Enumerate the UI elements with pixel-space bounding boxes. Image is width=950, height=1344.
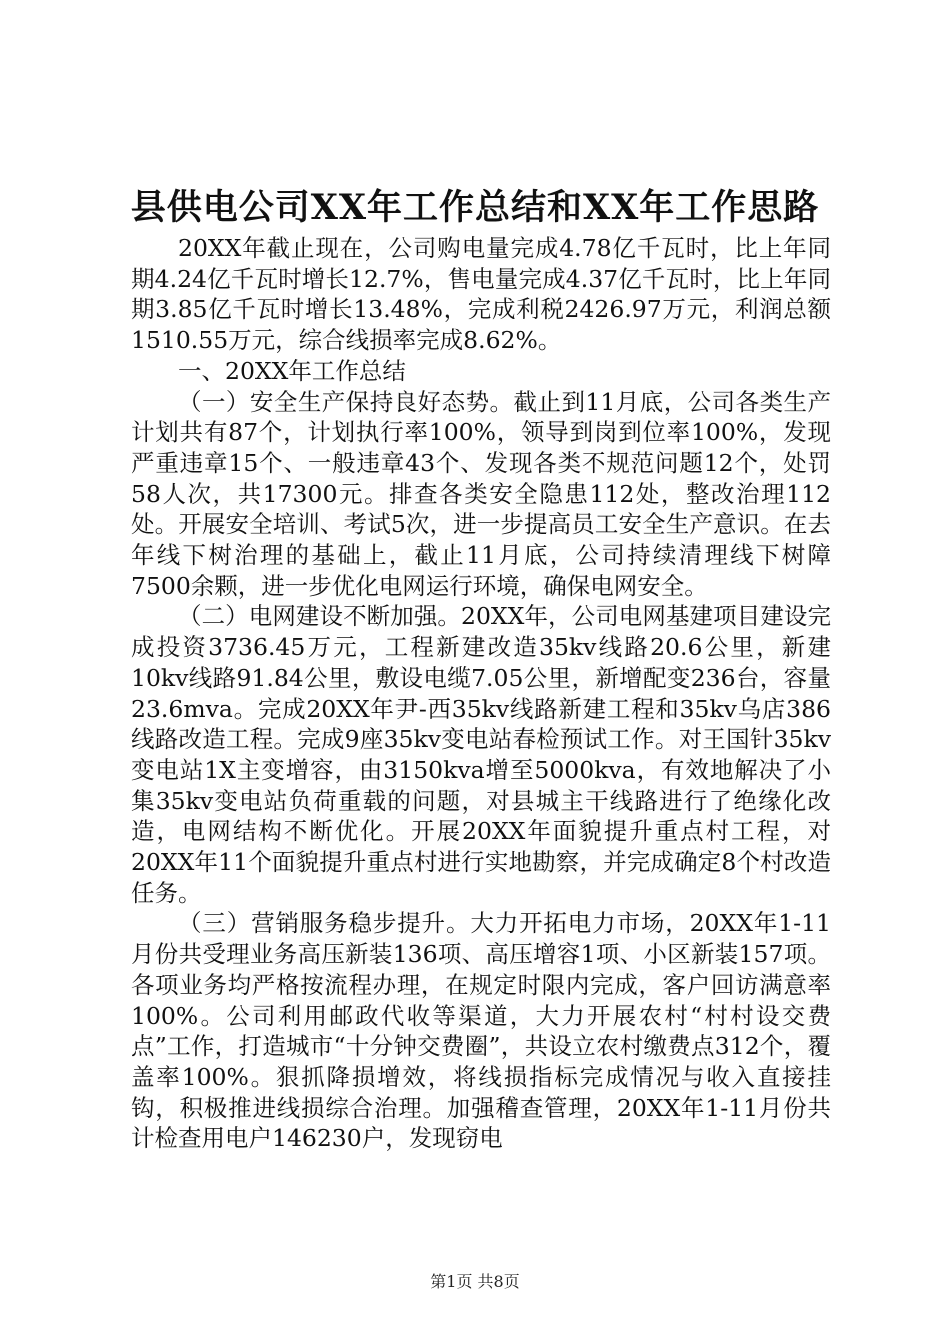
- paragraph-marketing-service: （三）营销服务稳步提升。大力开拓电力市场，20XX年1-11月份共受理业务高压新装136项、高压增容1项、小区新装157项。各项业务均严格按流程办理，在规定时限内完成，客户回访满意率100%。公司利用邮政代收等渠道，大力开展农村“村村设交费点”工作，打造城市“十分钟交费圈”，共设立农村缴费点312个，覆盖率100%。狠抓降损增效，将线损指标完成情况与收入直接挂钩，积极推进线损综合治理。加强稽查管理，20XX年1-11月份共计检查用电户146230户，发现窃电: [131, 909, 831, 1153]
- paragraph-grid-construction: （二）电网建设不断加强。20XX年，公司电网基建项目建设完成投资3736.45万元，工程新建改造35kv线路20.6公里，新建10kv线路91.84公里，敷设电缆7.05公里，新增配变236台，容量23.6mva。完成20XX年尹-西35kv线路新建工程和35kv乌店386线路改造工程。完成9座35kv变电站春检预试工作。对王国针35kv变电站1X主变增容，由3150kva增至5000kva，有效地解决了小集35kv变电站负荷重载的问题，对县城主干线路进行了绝缘化改造，电网结构不断优化。开展20XX年面貌提升重点村工程，对20XX年11个面貌提升重点村进行实地勘察，并完成确定8个村改造任务。: [131, 602, 831, 907]
- section-heading: 一、20XX年工作总结: [178, 356, 406, 385]
- paragraph-intro: 20XX年截止现在，公司购电量完成4.78亿千瓦时，比上年同期4.24亿千瓦时增长12.7%，售电量完成4.37亿千瓦时，比上年同期3.85亿千瓦时增长13.48%，完成利税2426.97万元，利润总额1510.55万元，综合线损率完成8.62%。: [131, 234, 831, 355]
- paragraph-safety: （一）安全生产保持良好态势。截止到11月底，公司各类生产计划共有87个，计划执行率100%，领导到岗到位率100%，发现严重违章15个、一般违章43个、发现各类不规范问题12个，处罚58人次，共17300元。排查各类安全隐患112处，整改治理112处。开展安全培训、考试5次，进一步提高员工安全生产意识。在去年线下树治理的基础上，截止11月底，公司持续清理线下树障7500余颗，进一步优化电网运行环境，确保电网安全。: [131, 387, 831, 600]
- page-footer: 第1页 共8页: [430, 1272, 520, 1291]
- document-title: 县供电公司XX年工作总结和XX年工作思路: [130, 187, 820, 228]
- document-body: [131, 233, 831, 1154]
